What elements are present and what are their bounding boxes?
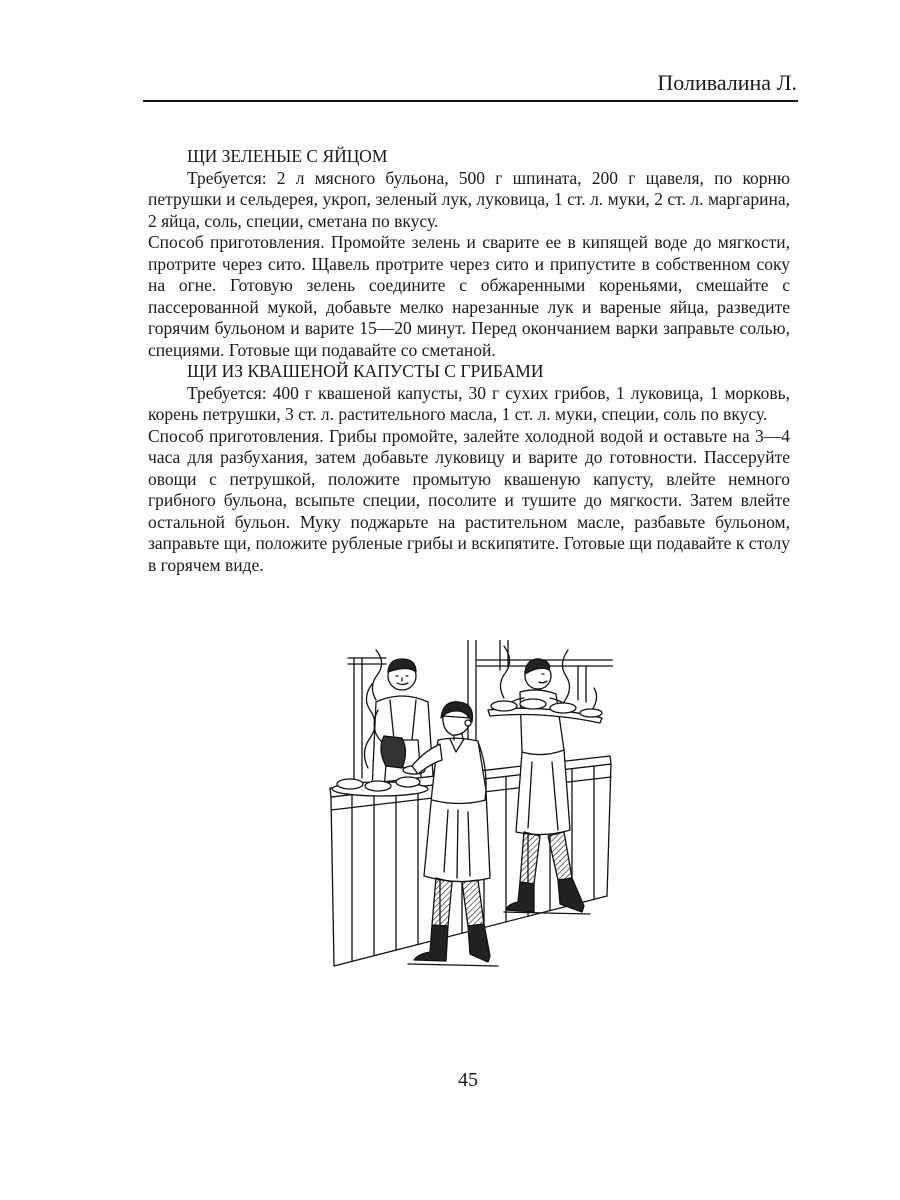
steam-curl [562, 650, 569, 702]
recipe-ingredients: Требуется: 400 г квашеной капусты, 30 г сухих грибов, 1 луковица, 1 морковь, корень петрушки, 3 ст. л. растительного масла, 1 ст. л. муки, специи, соль по вкусу. [148, 382, 790, 424]
recipe-method: Способ приготовления. Грибы промойте, залейте холодной водой и оставьте на 3—4 часа для разбухания, затем добавьте луковицу и варите до готовности. Пассеруйте овощи с петрушкой, положите промытую квашеную капусту, влейте немного грибного бульона, всыпьте специи, посолите и тушите до мягкости. Затем влейте остальной бульон. Муку поджарьте на растительном масле, разбавьте бульоном, заправьте щи, положите рубленые грибы и вскипятите. Готовые щи подавайте к столу в горячем виде. [148, 425, 790, 575]
bowl [520, 699, 546, 709]
recipe-ingredients: Требуется: 2 л мясного бульона, 500 г шпината, 200 г щавеля, по корню петрушки и сельдерея, укроп, зеленый лук, луковица, 1 ст. л. муки, 2 ст. л. маргарина, 2 яйца, соль, специи, сметана по вкусу. [148, 167, 790, 231]
recipe-green-shchi [148, 146, 790, 361]
recipe-title: ЩИ ИЗ КВАШЕНОЙ КАПУСТЫ С ГРИБАМИ [187, 361, 544, 381]
front-server-ear [465, 720, 471, 726]
steam-curl [592, 688, 597, 710]
cook-jug [381, 736, 406, 768]
page-number: 45 [458, 1069, 478, 1091]
recipe-method: Способ приготовления. Промойте зелень и сварите ее в кипящей воде до мягкости, протрите через сито. Щавель протрите через сито и припустите в собственном соку на огне. Готовую зелень соедините с обжаренными кореньями, смешайте с пассерованной мукой, добавьте мелко нарезанные лук и вареные яйца, разведите горячим бульоном и варите 15—20 минут. Перед окончанием варки заправьте солью, специями. Готовые щи подавайте со сметаной. [148, 232, 790, 360]
body-text [148, 146, 790, 576]
recipe-sauerkraut-shchi [148, 361, 790, 576]
bowl [365, 781, 391, 791]
bowl [491, 701, 517, 711]
bowl [550, 703, 576, 713]
kitchen-illustration [328, 640, 613, 970]
bowl [337, 779, 363, 789]
steam-curl [500, 646, 509, 698]
bowl [580, 709, 602, 717]
bowl [396, 777, 420, 787]
header-rule [143, 100, 798, 102]
recipe-title: ЩИ ЗЕЛЕНЫЕ С ЯЙЦОМ [187, 146, 388, 166]
running-header-author: Поливалина Л. [657, 70, 797, 95]
